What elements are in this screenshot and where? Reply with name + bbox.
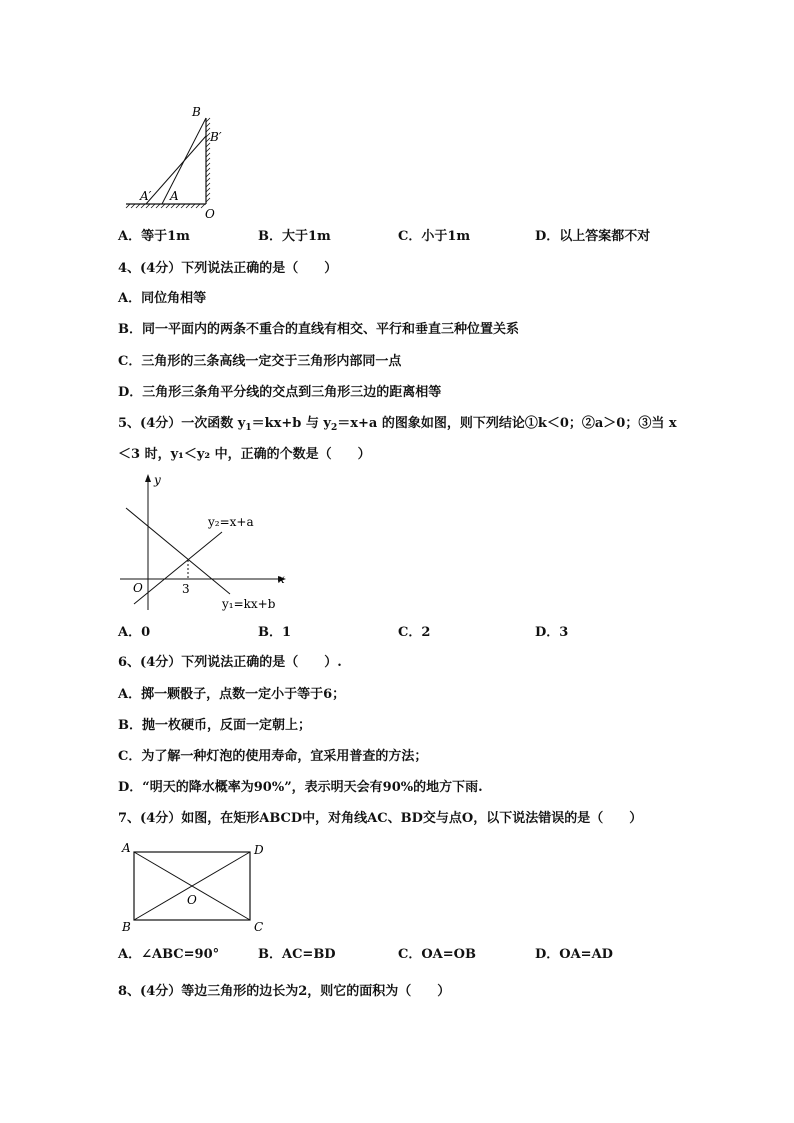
axis-y-label: y xyxy=(154,473,161,487)
q7-option-d: D．OA=AD xyxy=(535,947,613,962)
q3-option-c: C．小于1m xyxy=(398,229,471,244)
axis-x-label: x xyxy=(278,572,285,586)
q5-sub2: 2 xyxy=(330,423,338,433)
label-B: B xyxy=(192,105,201,119)
rect-label-C: C xyxy=(254,920,264,934)
rect-label-A: A xyxy=(122,841,131,855)
q4-stem: 4、(4分）下列说法正确的是（ ） xyxy=(118,261,338,276)
q7-option-a: A．∠ABC=90° xyxy=(118,947,220,962)
q6-option-a: A．掷一颗骰子，点数一定小于等于6； xyxy=(118,687,346,702)
q5-eq2: ＝x+a 的图象如图，则下列结论①k＜0；②a＞0；③当 x xyxy=(337,416,677,431)
tick-3-label: 3 xyxy=(182,582,190,596)
q5-option-a: A．0 xyxy=(118,625,151,640)
q3-option-a: A．等于1m xyxy=(118,229,190,244)
q7-option-c: C．OA=OB xyxy=(398,947,476,962)
q4-option-c: C．三角形的三条高线一定交于三角形内部同一点 xyxy=(118,354,402,369)
q5-stem-line1 xyxy=(118,415,677,437)
q3-option-d: D．以上答案都不对 xyxy=(535,229,651,244)
q4-option-b: B．同一平面内的两条不重合的直线有相交、平行和垂直三种位置关系 xyxy=(118,322,519,337)
rect-label-B: B xyxy=(122,920,131,934)
q5-option-b: B．1 xyxy=(258,625,292,640)
q5-stem-a: 5、(4分）一次函数 xyxy=(118,416,238,431)
q4-option-a: A．同位角相等 xyxy=(118,291,207,306)
label-O: O xyxy=(205,207,215,220)
line1-label: y₁=kx+b xyxy=(222,597,276,611)
rect-label-O: O xyxy=(187,893,197,907)
rect-label-D: D xyxy=(254,843,264,857)
q6-option-d: D．“明天的降水概率为90%”，表示明天会有90%的地方下雨. xyxy=(118,780,483,795)
q5-eq1: ＝kx+b 与 xyxy=(251,416,324,431)
q5-y2: y xyxy=(323,416,331,431)
q3-option-b: B．大于1m xyxy=(258,229,331,244)
rectangle-figure xyxy=(118,838,273,938)
label-B-prime: B′ xyxy=(210,130,222,144)
q5-option-c: C．2 xyxy=(398,625,431,640)
q7-option-b: B．AC=BD xyxy=(258,947,336,962)
q5-option-d: D．3 xyxy=(535,625,569,640)
function-graph xyxy=(118,470,298,615)
label-A: A xyxy=(170,189,179,203)
label-A-prime: A′ xyxy=(140,189,152,203)
ladder-figure xyxy=(118,100,228,220)
q6-option-c: C．为了解一种灯泡的使用寿命，宜采用普查的方法； xyxy=(118,749,428,764)
q6-stem: 6、(4分）下列说法正确的是（ ）. xyxy=(118,655,342,670)
q4-option-d: D．三角形三条角平分线的交点到三角形三边的距离相等 xyxy=(118,385,442,400)
origin-label: O xyxy=(133,581,143,595)
q5-sub1: 1 xyxy=(245,423,252,433)
q5-stem-line2: ＜3 时，y₁＜y₂ 中，正确的个数是（ ） xyxy=(118,447,371,462)
q5-y1: y xyxy=(237,416,246,431)
q6-option-b: B．抛一枚硬币，反面一定朝上； xyxy=(118,718,311,733)
line2-label: y₂=x+a xyxy=(208,515,254,529)
q8-stem: 8、(4分）等边三角形的边长为2，则它的面积为（ ） xyxy=(118,984,451,999)
q7-stem: 7、(4分）如图，在矩形ABCD中，对角线AC、BD交与点O，以下说法错误的是（ ） xyxy=(118,811,643,826)
